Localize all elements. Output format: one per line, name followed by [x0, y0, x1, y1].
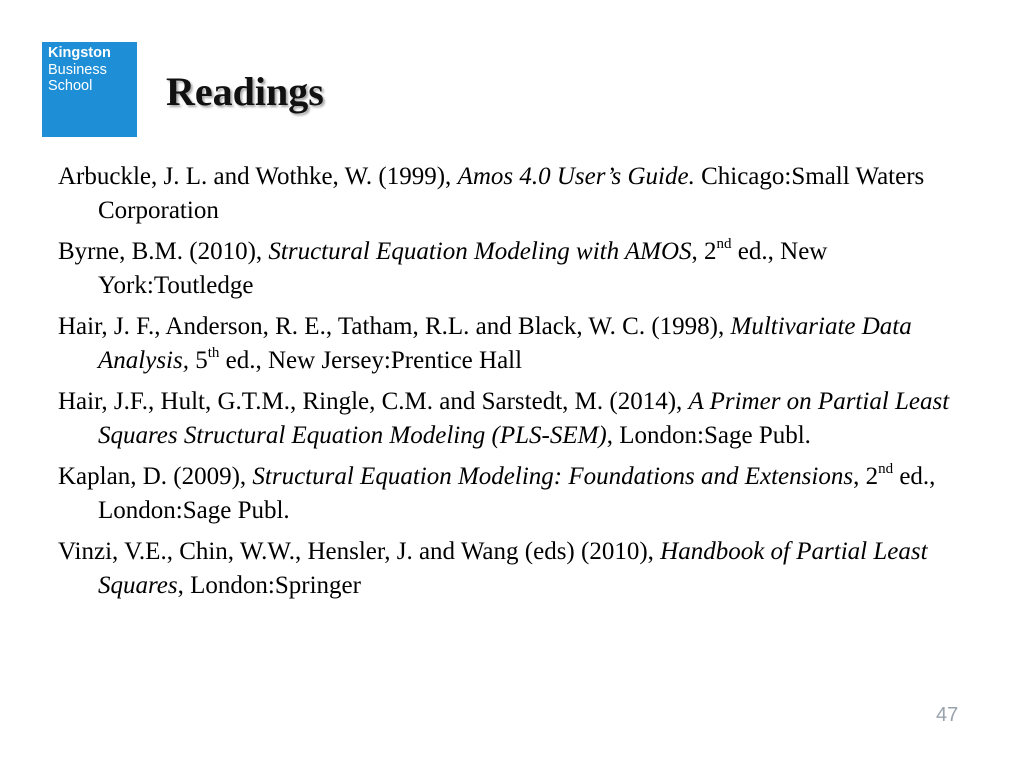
reference-item	[58, 310, 978, 378]
reference-edition: 5	[188, 347, 208, 374]
reference-authors: Arbuckle, J. L. and Wothke, W. (1999),	[58, 163, 458, 190]
reference-authors: Kaplan, D. (2009),	[58, 463, 253, 490]
reference-item	[58, 160, 978, 228]
reference-publisher: , London:Springer	[177, 572, 361, 599]
reference-publisher: ed., London:Sage Publ.	[98, 463, 936, 524]
logo-line-1: Kingston	[48, 45, 111, 61]
reference-authors: Hair, J. F., Anderson, R. E., Tatham, R.L. and Black, W. C. (1998),	[58, 313, 731, 340]
edition-suffix: nd	[716, 235, 732, 252]
logo-line-3: School	[48, 78, 93, 94]
page-number: 47	[936, 704, 959, 726]
reference-title: Structural Equation Modeling: Foundations and Extensions	[252, 463, 854, 490]
reference-title: Amos 4.0 User’s Guide.	[457, 163, 695, 190]
reference-title: Handbook of Partial Least Squares	[98, 538, 928, 599]
reference-publisher: Chicago:Small Waters Corporation	[98, 163, 925, 224]
reference-item	[58, 460, 978, 528]
reference-authors: Vinzi, V.E., Chin, W.W., Hensler, J. and Wang (eds) (2010),	[58, 538, 661, 565]
slide-title: Readings	[166, 69, 324, 114]
reference-authors: Hair, J.F., Hult, G.T.M., Ringle, C.M. and Sarstedt, M. (2014),	[58, 388, 689, 415]
reference-title: Structural Equation Modeling with AMOS	[268, 238, 692, 265]
reference-authors: Byrne, B.M. (2010),	[58, 238, 269, 265]
edition-suffix: nd	[878, 460, 894, 477]
reference-title: A Primer on Partial Least Squares Structural Equation Modeling (PLS-SEM)	[98, 388, 950, 449]
edition-suffix: th	[207, 344, 220, 361]
reference-item	[58, 385, 978, 453]
reference-publisher: ed., New York:Toutledge	[98, 238, 828, 299]
reference-edition: , 2	[853, 463, 879, 490]
reference-title: Multivariate Data Analysis,	[98, 313, 912, 374]
reference-publisher: ed., New Jersey:Prentice Hall	[219, 347, 523, 374]
reference-item	[58, 235, 978, 303]
reference-item	[58, 535, 978, 603]
reference-list	[58, 160, 978, 610]
logo-line-2: Business	[48, 61, 107, 78]
reference-publisher: , London:Sage Publ.	[606, 422, 811, 449]
kingston-business-school-logo	[42, 42, 137, 137]
reference-edition: , 2	[691, 238, 717, 265]
